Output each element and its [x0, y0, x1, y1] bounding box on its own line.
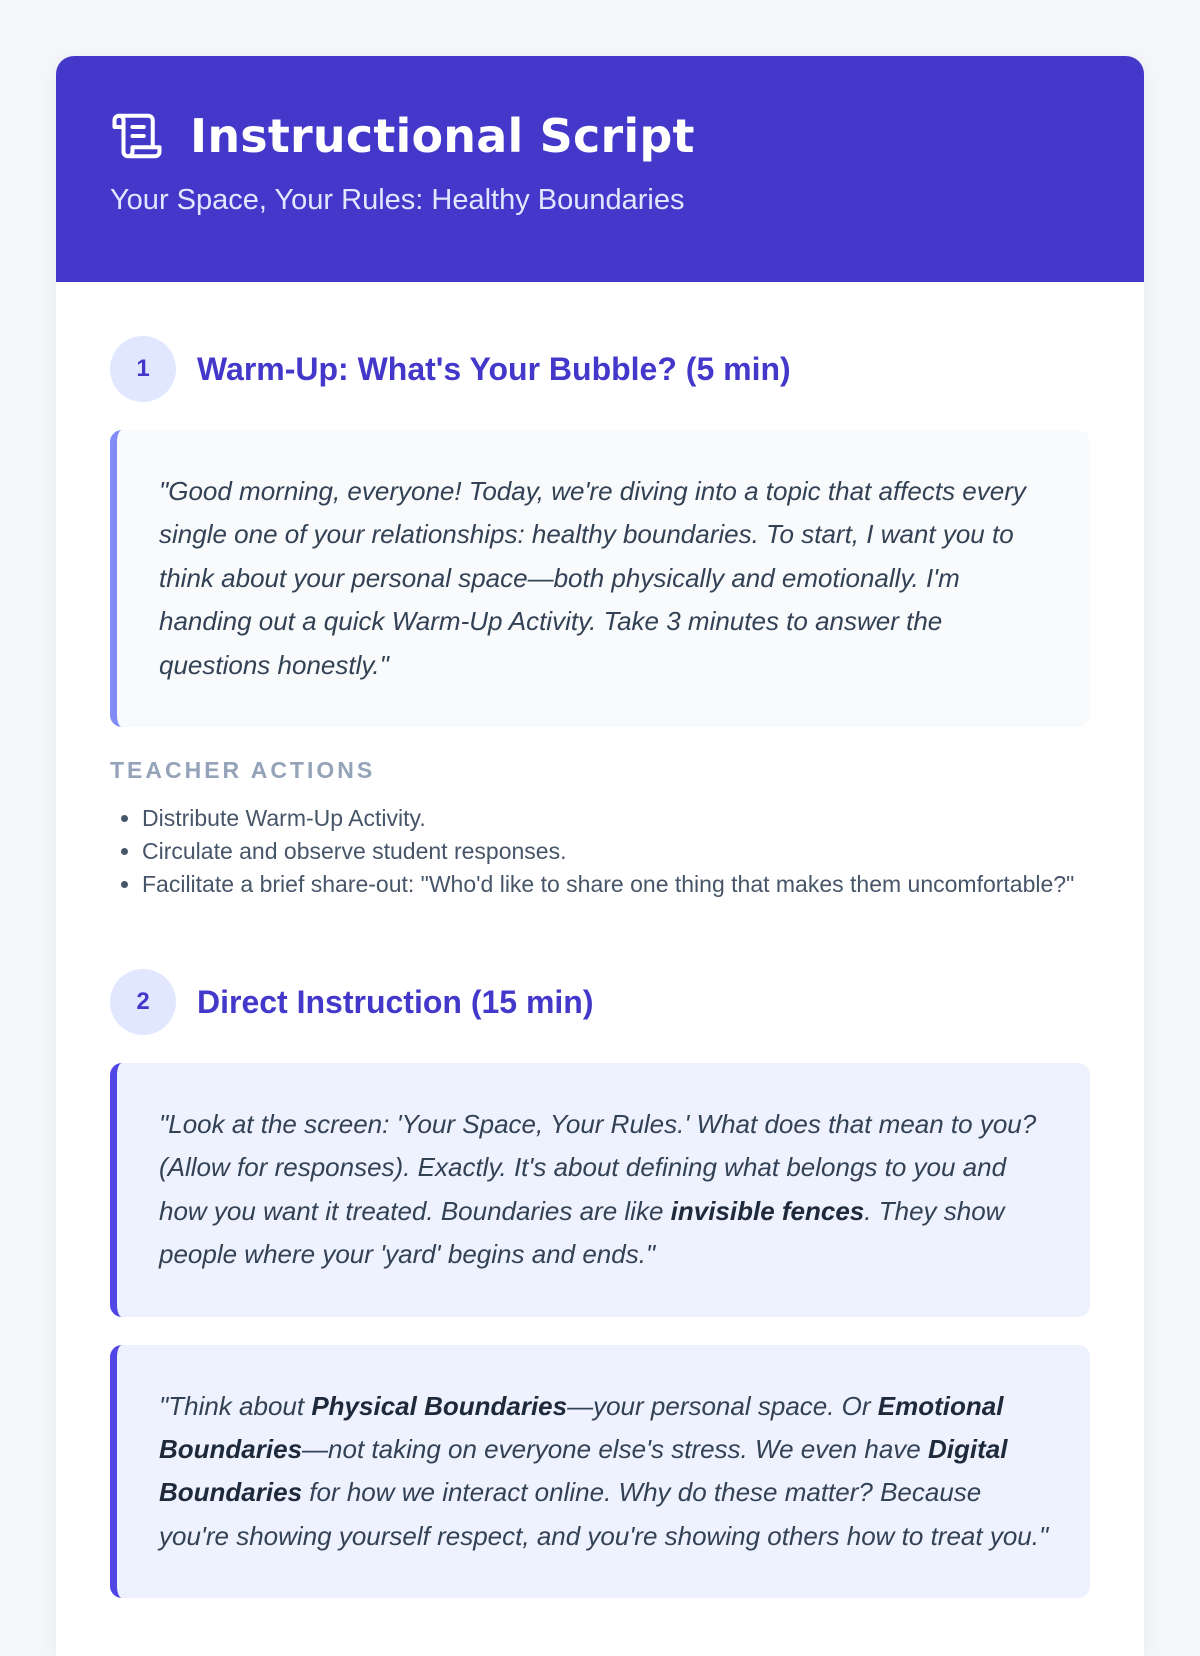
section-header	[110, 336, 1090, 402]
page-subtitle: Your Space, Your Rules: Healthy Boundaries	[110, 184, 685, 216]
quote-emphasis: Emotional Boundaries	[159, 1390, 1004, 1465]
list-item: • Facilitate a brief share-out: "Who'd like to share one thing that makes them uncomfortable?"	[142, 868, 1090, 901]
section-title: Direct Instruction (15 min)	[197, 983, 594, 1020]
teacher-actions-label: TEACHER ACTIONS	[110, 757, 376, 784]
header-title-row	[110, 108, 1090, 164]
quote-text: for how we interact online. Why do these matter? Because you're showing yourself respect, and you're showing others how to treat you."	[159, 1477, 1049, 1551]
quote-text: —your personal space. Or	[567, 1390, 878, 1421]
script-content	[56, 282, 1144, 1598]
quote-text: . They show people where your 'yard' begins and ends."	[159, 1195, 1005, 1270]
section-warm-up	[110, 336, 1090, 901]
step-number-badge: 1	[110, 336, 176, 402]
quote-emphasis: Physical Boundaries	[311, 1390, 568, 1421]
quote-emphasis: Digital Boundaries	[159, 1434, 1008, 1508]
section-title: Warm-Up: What's Your Bubble? (5 min)	[197, 350, 791, 387]
step-number-badge: 2	[110, 969, 176, 1035]
quote-text: —not taking on everyone else's stress. We even have	[302, 1434, 928, 1465]
teacher-actions-list	[110, 802, 1090, 901]
section-header	[110, 969, 1090, 1035]
list-item: • Circulate and observe student responses.	[142, 835, 1090, 868]
script-quote	[110, 1345, 1090, 1599]
script-quote	[110, 430, 1090, 727]
list-item: • Distribute Warm-Up Activity.	[142, 802, 1090, 835]
quote-text: "Look at the screen: 'Your Space, Your Rules.' What does that mean to you? (Allow for responses). Exactly. It's about defining what belongs to you and how you want it treated. Boundaries are like	[159, 1109, 1037, 1226]
quote-emphasis: invisible fences	[670, 1195, 865, 1226]
quote-text: "Good morning, everyone! Today, we're diving into a topic that affects every single one of your relationships: healthy boundaries. To start, I want you to think about your personal space—both physically and emotionally. I'm handing out a quick Warm-Up Activity. Take 3 minutes to answer the questions honestly."	[159, 476, 1026, 680]
header	[56, 56, 1144, 282]
script-quote	[110, 1063, 1090, 1317]
script-card	[56, 56, 1144, 1656]
page-title: Instructional Script	[190, 109, 695, 163]
scroll-icon	[110, 109, 164, 163]
quote-text: "Think about	[159, 1390, 312, 1421]
section-direct-instruction	[110, 969, 1090, 1598]
